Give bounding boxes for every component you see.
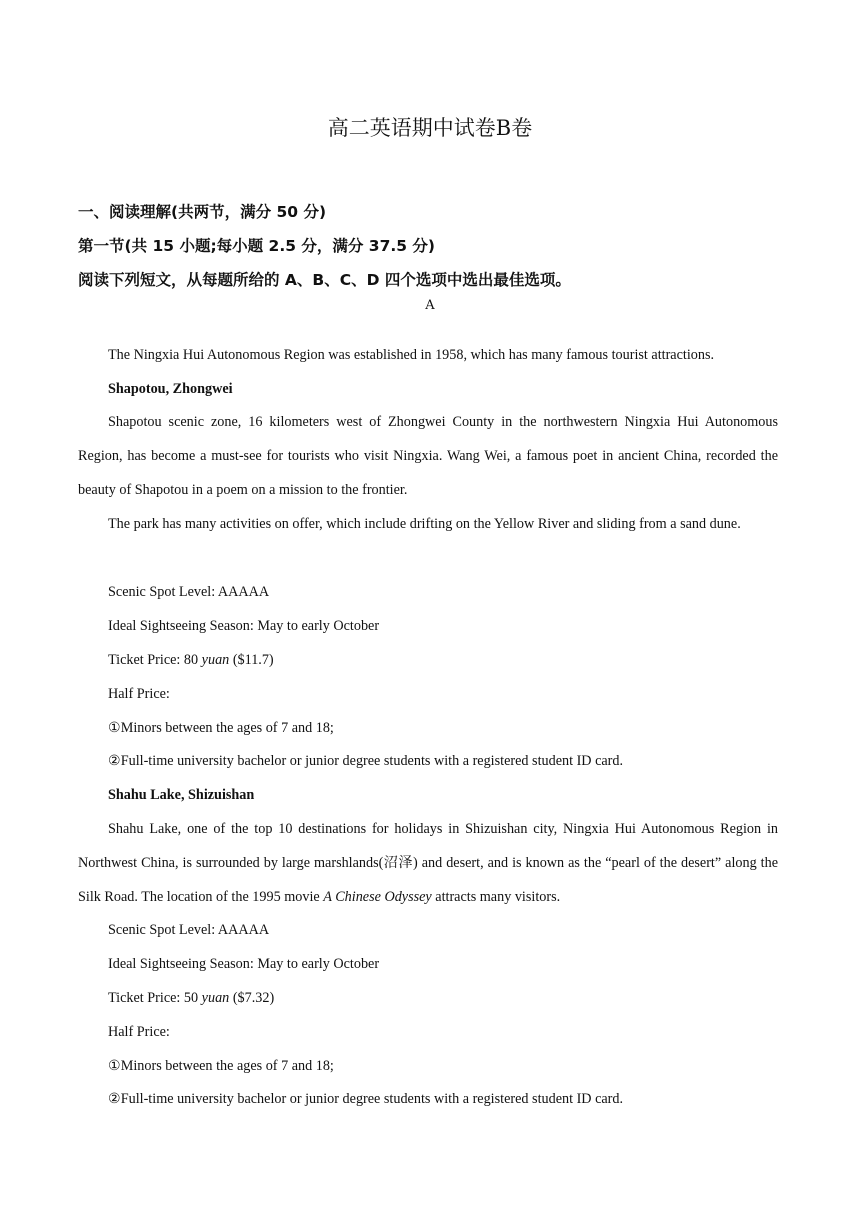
place2-ticket-label: Ticket Price: 50 (108, 990, 202, 1006)
movie-title: A Chinese Odyssey (323, 888, 432, 905)
section-heading: 一、阅读理解(共两节，满分 50 分) (78, 203, 327, 221)
instructions: 阅读下列短文，从每题所给的 A、B、C、D 四个选项中选出最佳选项。 (78, 271, 571, 289)
place2-half-item-1: ①Minors between the ages of 7 and 18; (108, 1058, 334, 1074)
place1-half-item-2: ②Full-time university bachelor or junior degree students with a registered student ID card. (108, 753, 624, 769)
place2-ticket (108, 990, 274, 1007)
place1-level: Scenic Spot Level: AAAAA (108, 584, 270, 600)
place2-half-price: Half Price: (108, 1024, 170, 1040)
place1-ticket-label: Ticket Price: 80 (108, 652, 202, 668)
place2-paragraph-1-text: Shahu Lake, one of the top 10 destinations for holidays in Shizuishan city, Ningxia Hui Autonomous Region in Northwest China, is surrounded by large marshlands(沼泽) and desert, and is known as the “pearl of the desert” along the Silk Road. The location of the 1995 movie (78, 821, 778, 905)
place1-ticket-unit: yuan (201, 652, 230, 668)
passage-label: A (425, 298, 435, 313)
place1-paragraph-1 (78, 406, 778, 507)
intro-paragraph: The Ningxia Hui Autonomous Region was established in 1958, which has many famous tourist attractions. (108, 347, 715, 363)
part-heading: 第一节(共 15 小题;每小题 2.5 分，满分 37.5 分) (78, 237, 436, 255)
place2-season: Ideal Sightseeing Season: May to early October (108, 956, 380, 972)
page-title: 高二英语期中试卷B卷 (327, 116, 533, 140)
place1-half-price: Half Price: (108, 686, 170, 702)
place2-ticket-unit: yuan (201, 990, 230, 1006)
place2-paragraph-1-end: attracts many visitors. (431, 888, 561, 905)
place2-paragraph-1 (78, 813, 778, 914)
place1-ticket-usd: ($11.7) (229, 652, 274, 668)
place1-paragraph-2 (78, 508, 778, 542)
place2-level: Scenic Spot Level: AAAAA (108, 922, 270, 938)
place1-half-item-1: ①Minors between the ages of 7 and 18; (108, 720, 334, 736)
place1-paragraph-2-text: The park has many activities on offer, which include drifting on the Yellow River and sliding from a sand dune. (108, 516, 741, 532)
place2-heading: Shahu Lake, Shizuishan (108, 787, 255, 803)
place2-half-item-2: ②Full-time university bachelor or junior degree students with a registered student ID card. (108, 1091, 624, 1107)
place1-heading: Shapotou, Zhongwei (108, 381, 233, 397)
place1-season: Ideal Sightseeing Season: May to early October (108, 618, 380, 634)
place1-paragraph-1-text: Shapotou scenic zone, 16 kilometers west of Zhongwei County in the northwestern Ningxia Hui Autonomous Region, has become a must-see for tourists who visit Ningxia. Wang Wei, a famous poet in ancient China, recorded the beauty of Shapotou in a poem on a mission to the frontier. (78, 414, 778, 498)
place1-ticket (108, 652, 274, 669)
place2-ticket-usd: ($7.32) (229, 990, 275, 1006)
